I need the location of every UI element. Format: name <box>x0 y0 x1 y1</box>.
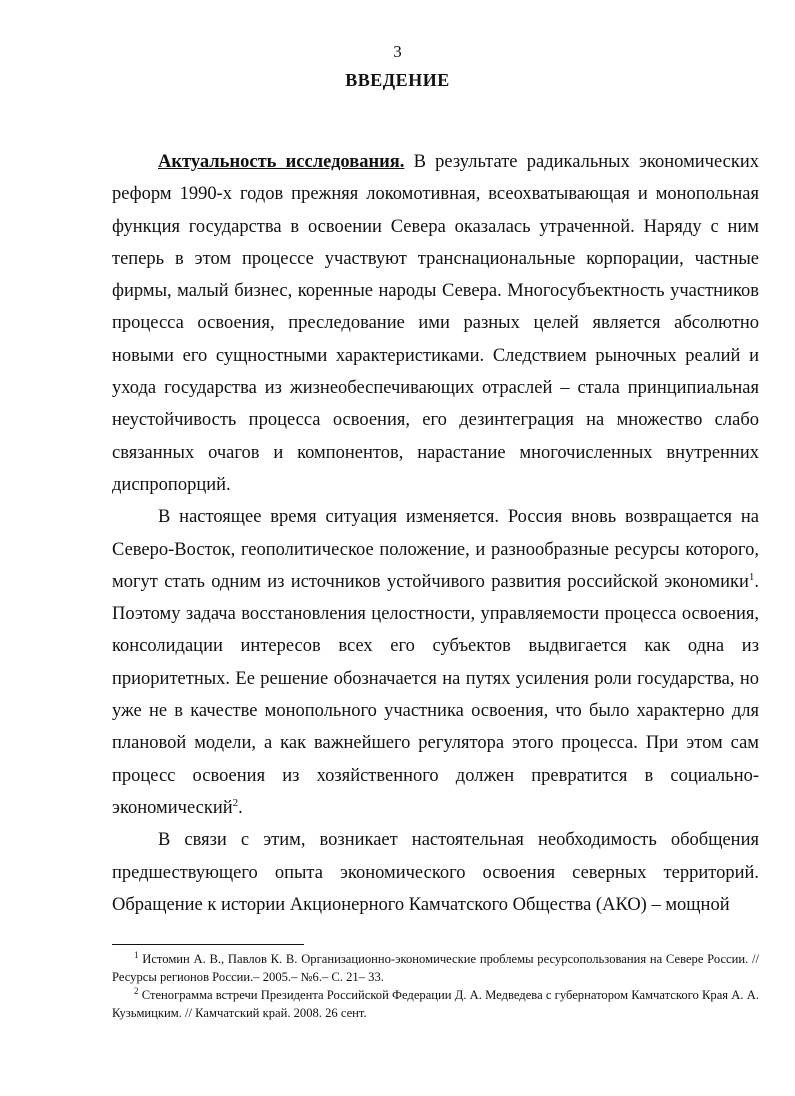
footnote-ref-1[interactable]: 1 <box>748 570 755 583</box>
paragraph-current-situation <box>112 501 759 824</box>
necessity-text: В связи с этим, возникает настоятельная необходимость обобщения предшествующего опыта экономического освоения северных территорий. Обращение к истории Акционерного Камчатского Общества (АКО) – мощной <box>112 830 759 915</box>
footnote-2 <box>112 986 759 1022</box>
page-number: 3 <box>393 42 402 61</box>
body-text <box>112 146 759 921</box>
footnote-2-mark: 2 <box>134 985 139 996</box>
section-heading: ВВЕДЕНИЕ <box>345 70 450 90</box>
relevance-lead: Актуальность исследования. <box>158 152 405 172</box>
footnote-1-mark: 1 <box>134 949 139 960</box>
footnote-divider <box>112 944 304 945</box>
situation-text-b: . Поэтому задача восстановления целостности, управляемости процесса освоения, консолидации интересов всех его субъектов выдвигается как одна из приоритетных. Ее решение обозначается на путях усиления роли государства, но уже не в качестве монопольного участника освоения, что было характерно для плановой модели, а как важнейшего регулятора этого процесса. При этом сам процесс освоения из хозяйственного должен превратится в социально-экономический <box>112 571 759 818</box>
paragraph-necessity <box>112 824 759 921</box>
paragraph-relevance <box>112 146 759 501</box>
footnote-ref-2[interactable]: 2 <box>232 796 239 809</box>
footnotes <box>112 950 759 1022</box>
relevance-text: В результате радикальных экономических реформ 1990-х годов прежняя локомотивная, всеохватывающая и монопольная функция государства в освоении Севера оказалась утраченной. Наряду с ним теперь в этом процессе участвуют транснациональные корпорации, частные фирмы, малый бизнес, коренные народы Севера. Многосубъектность участников процесса освоения, преследование ими разных целей является абсолютно новыми его сущностными характеристиками. Следствием рыночных реалий и ухода государства из жизнеобеспечивающих отраслей – стала принципиальная неустойчивость процесса освоения, его дезинтеграция на множество слабо связанных очагов и компонентов, нарастание многочисленных внутренних диспропорций. <box>112 152 760 495</box>
footnote-1-text: Истомин А. В., Павлов К. В. Организационно-экономические проблемы ресурсопользования на Севере России. // Ресурсы регионов России.– 2005.– №6.– С. 21– 33. <box>112 952 759 984</box>
situation-text-a: В настоящее время ситуация изменяется. Россия вновь возвращается на Северо-Восток, геополитическое положение, и разнообразные ресурсы которого, могут стать одним из источников устойчивого развития российской экономики <box>112 507 759 592</box>
footnote-1 <box>112 950 759 986</box>
footnote-2-text: Стенограмма встречи Президента Российской Федерации Д. А. Медведева с губернатором Камчатского Края А. А. Кузьмицким. // Камчатский край. 2008. 26 сент. <box>112 988 759 1020</box>
situation-text-c: . <box>238 797 243 818</box>
